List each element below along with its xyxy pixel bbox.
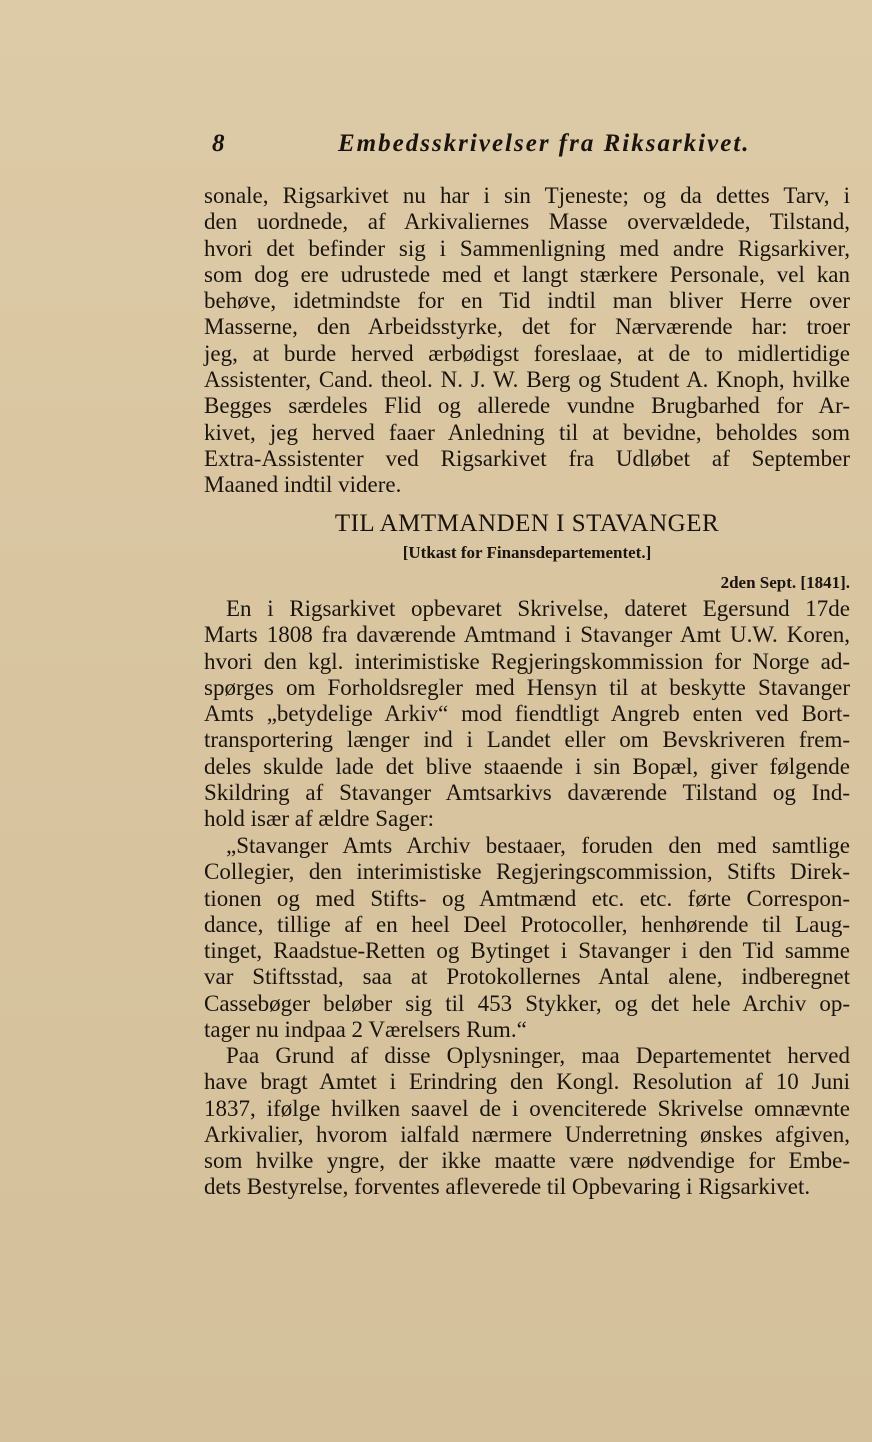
text-line: dance, tillige af en heel Deel Protocoller, henhørende til Laug- [204, 911, 850, 937]
text-line: behøve, idetmindste for en Tid indtil man bliver Herre over [204, 288, 850, 314]
text-line: jeg, at burde herved ærbødigst foreslaae, at de to midlertidige [204, 340, 850, 366]
intro-paragraph [204, 183, 850, 499]
text-line: sonale, Rigsarkivet nu har i sin Tjeneste; og da dettes Tarv, i [204, 183, 850, 208]
text-line: „Stavanger Amts Archiv bestaaer, foruden den med samtlige [226, 833, 850, 858]
text-line: Collegier, den interimistiske Regjeringscommission, Stifts Direk- [204, 859, 850, 885]
text-line: Paa Grund af disse Oplysninger, maa Departementet herved [226, 1043, 850, 1068]
text-line: Cassebøger beløber sig til 453 Stykker, og det hele Archiv op- [204, 990, 850, 1016]
text-line: tinget, Raadstue-Retten og Bytinget i Stavanger i den Tid samme [204, 938, 850, 964]
page-header [212, 124, 842, 164]
text-line: Masserne, den Arbeidsstyrke, det for Nærværende har: troer [204, 314, 850, 340]
running-title: Embedsskrivelser fra Riksarkivet. [338, 130, 751, 157]
text-line: En i Rigsarkivet opbevaret Skrivelse, dateret Egersund 17de [226, 596, 850, 621]
text-line: Maaned indtil videre. [204, 472, 402, 498]
text-line: Begges særdeles Flid og allerede vundne Brugbarhed for Ar- [204, 393, 850, 419]
letter-paragraph-1 [204, 596, 850, 833]
text-line: hvori det befinder sig i Sammenligning med andre Rigsarkiver, [204, 235, 850, 261]
text-line: tionen og med Stifts- og Amtmænd etc. etc. førte Correspon- [204, 885, 850, 911]
text-line: hvori den kgl. interimistiske Regjeringskommission for Norge ad- [204, 648, 850, 674]
text-line: hold især af ældre Sager: [204, 806, 434, 832]
text-line: dets Bestyrelse, forventes afleverede til Opbevaring i Rigsarkivet. [204, 1174, 811, 1200]
text-line: kivet, jeg herved faaer Anledning til at bevidne, beholdes som [204, 419, 850, 445]
letter-paragraph-3 [204, 1043, 850, 1201]
letter-paragraph-2 [204, 833, 850, 1043]
text-line: tager nu indpaa 2 Værelsers Rum.“ [204, 1017, 527, 1043]
section-heading: TIL AMTMANDEN I STAVANGER [334, 510, 720, 537]
text-line: som hvilke yngre, der ikke maatte være nødvendige for Embe- [204, 1148, 850, 1174]
text-line: deles skulde lade det blive staaende i sin Bopæl, giver følgende [204, 753, 850, 779]
text-line: spørges om Forholdsregler med Hensyn til at beskytte Stavanger [204, 674, 850, 700]
text-line: den uordnede, af Arkivaliernes Masse overvældede, Tilstand, [204, 209, 850, 235]
text-line: 1837, ifølge hvilken saavel de i ovenciterede Skrivelse omnævnte [204, 1095, 850, 1121]
text-line: Arkivalier, hvorom ialfald nærmere Underretning ønskes afgiven, [204, 1121, 850, 1147]
text-line: Marts 1808 fra daværende Amtmand i Stavanger Amt U.W. Koren, [204, 622, 850, 648]
text-line: have bragt Amtet i Erindring den Kongl. Resolution af 10 Juni [204, 1069, 850, 1095]
text-line: Skildring af Stavanger Amtsarkivs daværende Tilstand og Ind- [204, 780, 850, 806]
text-line: Assistenter, Cand. theol. N. J. W. Berg og Student A. Knoph, hvilke [204, 367, 850, 393]
text-line: Amts „betydelige Arkiv“ mod fiendtligt Angreb enten ved Bort- [204, 701, 850, 727]
text-line: var Stiftsstad, saa at Protokollernes Antal alene, indberegnet [204, 964, 850, 990]
text-line: som dog ere udrustede med et langt stærkere Personale, vel kan [204, 261, 850, 287]
section-subheading: [Utkast for Finansdepartementet.] [402, 543, 652, 562]
page-number: 8 [212, 130, 225, 157]
text-line: Extra-Assistenter ved Rigsarkivet fra Udløbet af September [204, 445, 850, 471]
letter-date: 2den Sept. [1841]. [720, 573, 850, 592]
text-line: transportering længer ind i Landet eller om Bevskriveren frem- [204, 727, 850, 753]
